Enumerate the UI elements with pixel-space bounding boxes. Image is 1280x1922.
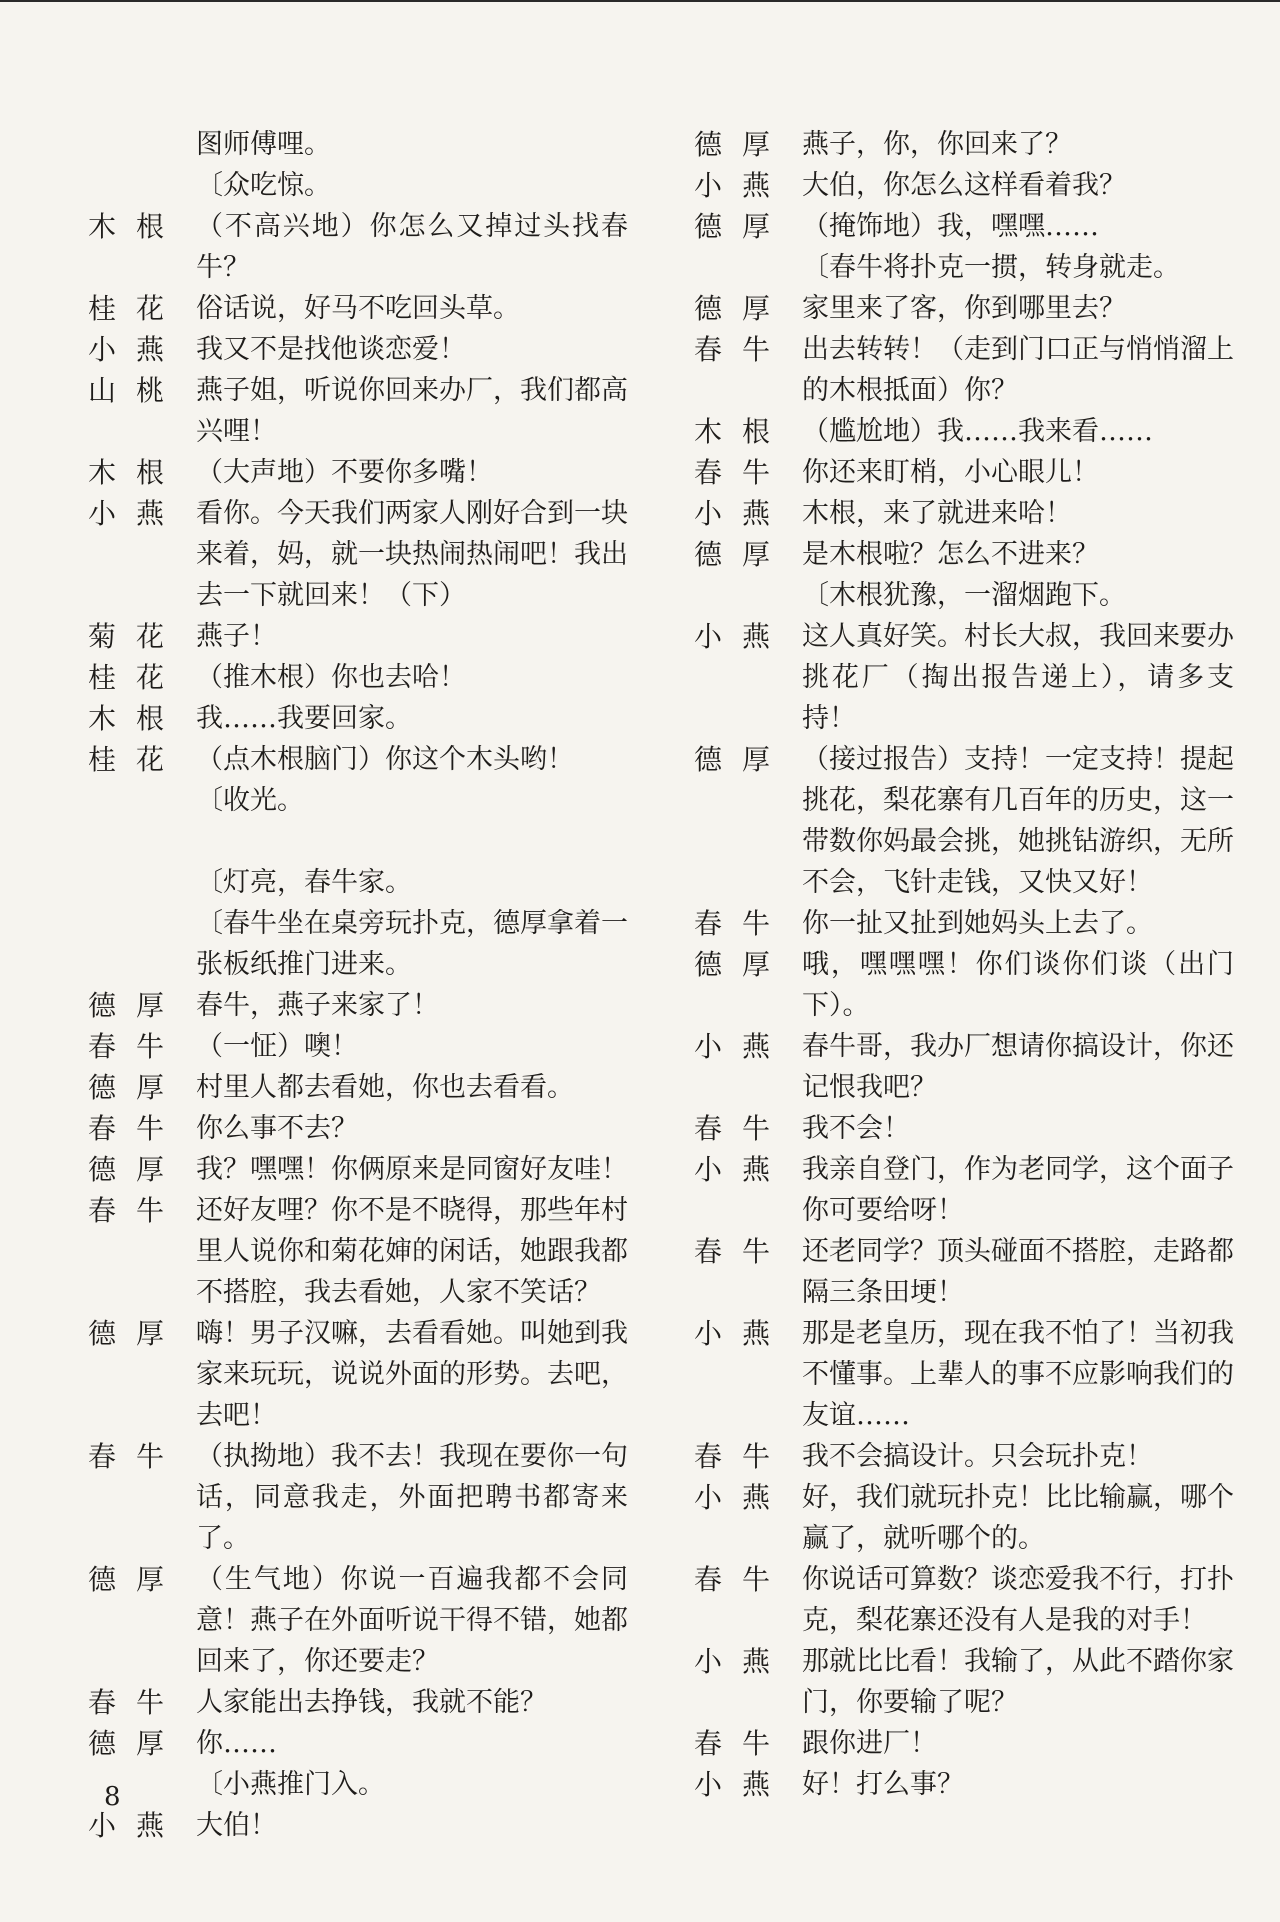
speaker-name: 春牛: [694, 333, 791, 366]
stage-direction: 〔小燕推门入。: [196, 1769, 385, 1800]
dialogue-text: （大声地）不要你多嘴！: [196, 457, 493, 488]
speaker-name: 小燕: [694, 1645, 791, 1678]
dialogue-text: 好！打么事？: [802, 1769, 964, 1800]
dialogue-text: 大伯，你怎么这样看着我？: [802, 170, 1126, 201]
speaker-name: 德厚: [88, 1317, 185, 1350]
dialogue-text: 大伯！: [196, 1810, 277, 1841]
dialogue-line: [88, 288, 628, 329]
speaker-name: 春牛: [694, 456, 791, 489]
dialogue-line: [88, 1190, 628, 1313]
dialogue-line: [694, 1477, 1234, 1559]
speaker-name: 德厚: [88, 989, 185, 1022]
dialogue-line: [694, 1231, 1234, 1313]
speaker-name: 木根: [694, 415, 791, 448]
dialogue-line: [694, 165, 1234, 206]
dialogue-line: [694, 493, 1234, 534]
speaker-name: 桂花: [88, 661, 185, 694]
dialogue-line: [694, 1108, 1234, 1149]
dialogue-text: 春牛，燕子来家了！: [196, 990, 439, 1021]
speaker-name: 春牛: [88, 1194, 185, 1227]
stage-direction: 〔春牛将扑克一掼，转身就走。: [802, 252, 1180, 283]
dialogue-text: （接过报告）支持！一定支持！提起挑花，梨花寨有几百年的历史，这一带数你妈最会挑，她挑钻游织，无所不会，飞针走钱，又快又好！: [802, 744, 1234, 898]
dialogue-line: [694, 739, 1234, 903]
stage-direction: 图师傅哩。: [196, 129, 331, 160]
speaker-name: 小燕: [694, 620, 791, 653]
dialogue-text: 看你。今天我们两家人刚好合到一块来着，妈，就一块热闹热闹吧！我出去一下就回来！（下）: [196, 498, 628, 611]
dialogue-line: [88, 1805, 628, 1846]
speaker-name: 小燕: [694, 1317, 791, 1350]
dialogue-line: [88, 985, 628, 1026]
dialogue-text: 嗨！男子汉嘛，去看看她。叫她到我家来玩玩，说说外面的形势。去吧，去吧！: [196, 1318, 628, 1431]
dialogue-text: （执拗地）我不去！我现在要你一句话，同意我走，外面把聘书都寄来了。: [196, 1441, 628, 1554]
speaker-name: 德厚: [694, 210, 791, 243]
dialogue-line: [694, 452, 1234, 493]
dialogue-line: [88, 1723, 628, 1764]
dialogue-text: 你么事不去？: [196, 1113, 358, 1144]
speaker-name: 春牛: [88, 1440, 185, 1473]
dialogue-text: 那是老皇历，现在我不怕了！当初我不懂事。上辈人的事不应影响我们的友谊……: [802, 1318, 1234, 1431]
dialogue-line: [694, 944, 1234, 1026]
speaker-name: 山桃: [88, 374, 185, 407]
speaker-name: 德厚: [694, 948, 791, 981]
dialogue-text: 是木根啦？怎么不进来？: [802, 539, 1099, 570]
dialogue-text: 好，我们就玩扑克！比比输赢，哪个赢了，就听哪个的。: [802, 1482, 1234, 1554]
dialogue-line: [694, 411, 1234, 452]
speaker-name: 德厚: [88, 1071, 185, 1104]
speaker-name: 德厚: [694, 743, 791, 776]
speaker-name: 菊花: [88, 620, 185, 653]
dialogue-line: [88, 493, 628, 616]
dialogue-text: （一怔）噢！: [196, 1031, 358, 1062]
speaker-name: 春牛: [694, 1440, 791, 1473]
dialogue-text: 我？嘿嘿！你俩原来是同窗好友哇！: [196, 1154, 628, 1185]
dialogue-text: 春牛哥，我办厂想请你搞设计，你还记恨我吧？: [802, 1031, 1234, 1103]
dialogue-text: 家里来了客，你到哪里去？: [802, 293, 1126, 324]
dialogue-text: 我又不是找他谈恋爱！: [196, 334, 466, 365]
dialogue-line: [88, 1026, 628, 1067]
dialogue-text: 这人真好笑。村长大叔，我回来要办挑花厂（掏出报告递上），请多支持！: [802, 621, 1234, 734]
dialogue-line: [694, 124, 1234, 165]
stage-direction: 〔灯亮，春牛家。: [196, 867, 412, 898]
dialogue-line: [88, 1436, 628, 1559]
speaker-name: 德厚: [88, 1563, 185, 1596]
dialogue-line: [88, 657, 628, 698]
dialogue-text: 燕子，你，你回来了？: [802, 129, 1072, 160]
dialogue-line: [694, 1313, 1234, 1436]
speaker-name: 小燕: [694, 1768, 791, 1801]
speaker-name: 小燕: [694, 497, 791, 530]
dialogue-line: [694, 1026, 1234, 1108]
dialogue-text: 我不会搞设计。只会玩扑克！: [802, 1441, 1153, 1472]
dialogue-line: [88, 452, 628, 493]
speaker-name: 春牛: [694, 1727, 791, 1760]
dialogue-text: 燕子！: [196, 621, 277, 652]
dialogue-text: 木根，来了就进来哈！: [802, 498, 1072, 529]
speaker-name: 木根: [88, 456, 185, 489]
dialogue-text: 你……: [196, 1728, 277, 1759]
stage-direction: 〔众吃惊。: [196, 170, 331, 201]
speaker-name: 木根: [88, 702, 185, 735]
stage-direction: 〔春牛坐在桌旁玩扑克，德厚拿着一张板纸推门进来。: [196, 908, 628, 980]
speaker-name: 小燕: [694, 1030, 791, 1063]
dialogue-line: [88, 1149, 628, 1190]
dialogue-text: （掩饰地）我，嘿嘿……: [802, 211, 1099, 242]
dialogue-line: [694, 1559, 1234, 1641]
left-column: [88, 124, 628, 1846]
dialogue-line: [88, 370, 628, 452]
dialogue-line: [694, 903, 1234, 944]
dialogue-line: [88, 739, 628, 780]
stage-direction: 〔收光。: [196, 785, 304, 816]
dialogue-line: [88, 1313, 628, 1436]
stage-direction: 〔木根犹豫，一溜烟跑下。: [802, 580, 1126, 611]
dialogue-line: [694, 534, 1234, 575]
dialogue-text: 村里人都去看她，你也去看看。: [196, 1072, 574, 1103]
dialogue-line: [694, 206, 1234, 247]
speaker-name: 小燕: [694, 1481, 791, 1514]
speaker-name: 春牛: [694, 1563, 791, 1596]
speaker-name: 小燕: [694, 169, 791, 202]
dialogue-line: [694, 1764, 1234, 1805]
dialogue-line: [694, 329, 1234, 411]
dialogue-text: 还好友哩？你不是不晓得，那些年村里人说你和菊花婶的闲话，她跟我都不搭腔，我去看她，人家不笑话？: [196, 1195, 628, 1308]
dialogue-text: 我亲自登门，作为老同学，这个面子你可要给呀！: [802, 1154, 1234, 1226]
dialogue-line: [88, 1559, 628, 1682]
speaker-name: 桂花: [88, 292, 185, 325]
dialogue-line: [88, 206, 628, 288]
dialogue-line: [694, 288, 1234, 329]
dialogue-line: [88, 329, 628, 370]
dialogue-text: 燕子姐，听说你回来办厂，我们都高兴哩！: [196, 375, 628, 447]
dialogue-line: [88, 698, 628, 739]
dialogue-text: 你说话可算数？谈恋爱我不行，打扑克，梨花寨还没有人是我的对手！: [802, 1564, 1234, 1636]
dialogue-text: 哦，嘿嘿嘿！你们谈你们谈（出门下）。: [802, 949, 1234, 1021]
dialogue-text: 跟你进厂！: [802, 1728, 937, 1759]
speaker-name: 春牛: [694, 907, 791, 940]
page-number: 8: [104, 1782, 121, 1812]
dialogue-line: [88, 1108, 628, 1149]
dialogue-line: [88, 1682, 628, 1723]
speaker-name: 春牛: [694, 1235, 791, 1268]
speaker-name: 德厚: [694, 538, 791, 571]
speaker-name: 春牛: [88, 1030, 185, 1063]
dialogue-line: [694, 1723, 1234, 1764]
dialogue-text: 还老同学？顶头碰面不搭腔，走路都隔三条田埂！: [802, 1236, 1234, 1308]
dialogue-text: （不高兴地）你怎么又掉过头找春牛？: [196, 211, 628, 283]
dialogue-text: 出去转转！（走到门口正与悄悄溜上的木根抵面）你？: [802, 334, 1234, 406]
dialogue-text: （点木根脑门）你这个木头哟！: [196, 744, 574, 775]
speaker-name: 德厚: [88, 1727, 185, 1760]
top-border: [0, 0, 1280, 2]
dialogue-line: [88, 616, 628, 657]
dialogue-text: （生气地）你说一百遍我都不会同意！燕子在外面听说干得不错，她都回来了，你还要走？: [196, 1564, 628, 1677]
speaker-name: 春牛: [88, 1686, 185, 1719]
dialogue-text: （推木根）你也去哈！: [196, 662, 466, 693]
dialogue-text: 我不会！: [802, 1113, 910, 1144]
dialogue-text: 俗话说，好马不吃回头草。: [196, 293, 520, 324]
speaker-name: 小燕: [88, 497, 185, 530]
speaker-name: 春牛: [88, 1112, 185, 1145]
scene-gap: [88, 821, 628, 862]
dialogue-line: [694, 1436, 1234, 1477]
dialogue-line: [694, 1641, 1234, 1723]
speaker-name: 小燕: [88, 333, 185, 366]
dialogue-text: 那就比比看！我输了，从此不踏你家门，你要输了呢？: [802, 1646, 1234, 1718]
dialogue-text: （尴尬地）我……我来看……: [802, 416, 1153, 447]
speaker-name: 德厚: [694, 128, 791, 161]
speaker-name: 桂花: [88, 743, 185, 776]
dialogue-line: [694, 1149, 1234, 1231]
dialogue-text: 我……我要回家。: [196, 703, 412, 734]
dialogue-text: 你一扯又扯到她妈头上去了。: [802, 908, 1153, 939]
right-column: [694, 124, 1234, 1805]
speaker-name: 小燕: [694, 1153, 791, 1186]
speaker-name: 木根: [88, 210, 185, 243]
dialogue-line: [694, 616, 1234, 739]
dialogue-line: [88, 1067, 628, 1108]
speaker-name: 德厚: [694, 292, 791, 325]
speaker-name: 小燕: [88, 1809, 185, 1842]
speaker-name: 德厚: [88, 1153, 185, 1186]
dialogue-text: 人家能出去挣钱，我就不能？: [196, 1687, 547, 1718]
dialogue-text: 你还来盯梢，小心眼儿！: [802, 457, 1099, 488]
speaker-name: 春牛: [694, 1112, 791, 1145]
